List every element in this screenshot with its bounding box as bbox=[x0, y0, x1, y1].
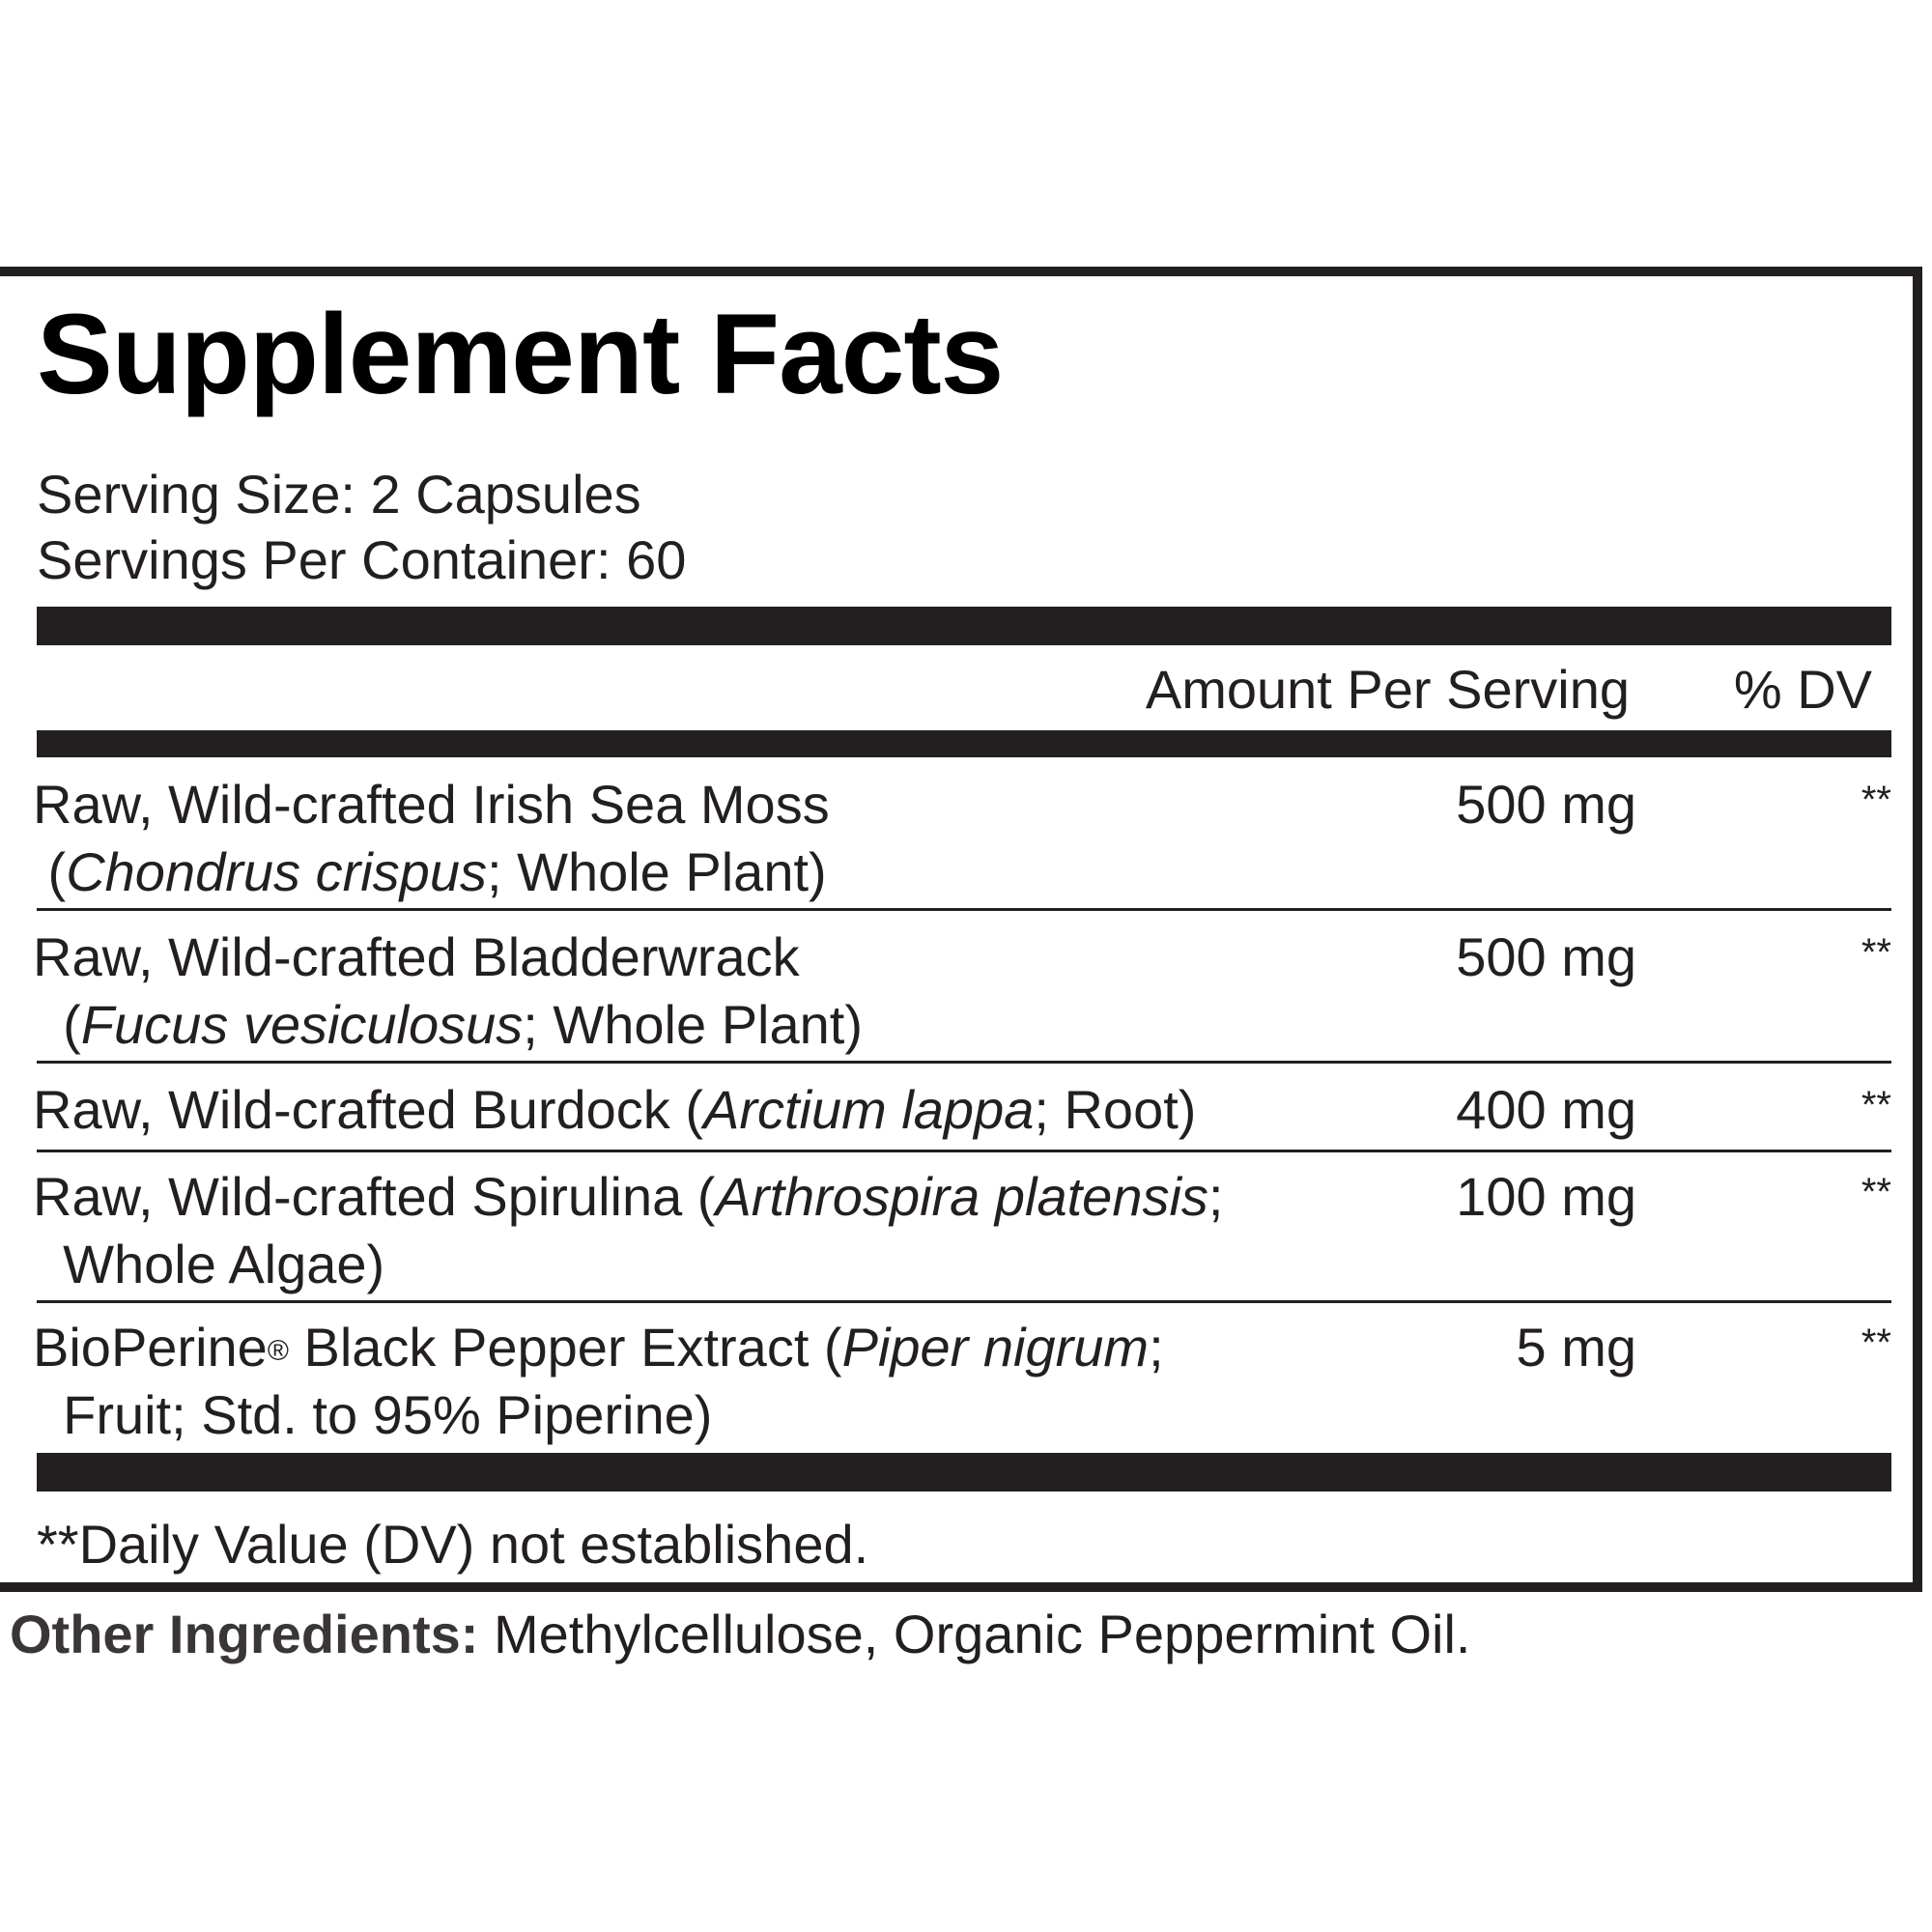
amount-per-serving-header: Amount Per Serving bbox=[1145, 659, 1630, 720]
ingredient-name: Raw, Wild-crafted Spirulina (Arthrospira platensis; Whole Algae) bbox=[33, 1166, 1224, 1294]
other-ingredients bbox=[10, 1604, 1471, 1664]
ingredient-dv: ** bbox=[1861, 779, 1891, 821]
servings-per-container: Servings Per Container: 60 bbox=[37, 529, 687, 590]
ingredient-dv: ** bbox=[1861, 1084, 1891, 1126]
ingredient-amount: 500 mg bbox=[1456, 774, 1636, 835]
supplement-facts-panel bbox=[0, 267, 1922, 1592]
ingredient-amount: 400 mg bbox=[1456, 1079, 1636, 1140]
row-divider bbox=[37, 1300, 1891, 1303]
thick-divider-header bbox=[37, 730, 1891, 757]
ingredient-name: Raw, Wild-crafted Burdock (Arctium lappa; Root) bbox=[33, 1079, 1197, 1140]
row-divider bbox=[37, 908, 1891, 911]
ingredient-dv: ** bbox=[1861, 1321, 1891, 1364]
ingredient-name: Raw, Wild-crafted Irish Sea Moss (Chondrus crispus; Whole Plant) bbox=[33, 774, 830, 902]
other-ingredients-text: Methylcellulose, Organic Peppermint Oil. bbox=[478, 1604, 1471, 1664]
ingredient-dv: ** bbox=[1861, 1171, 1891, 1213]
ingredient-amount: 100 mg bbox=[1456, 1166, 1636, 1227]
row-divider bbox=[37, 1061, 1891, 1064]
thick-divider-bottom bbox=[37, 1453, 1891, 1492]
dv-header: % DV bbox=[1733, 659, 1872, 720]
dv-footnote: **Daily Value (DV) not established. bbox=[37, 1514, 869, 1575]
serving-size: Serving Size: 2 Capsules bbox=[37, 464, 641, 525]
ingredient-amount: 5 mg bbox=[1516, 1317, 1636, 1378]
ingredient-dv: ** bbox=[1861, 931, 1891, 974]
ingredient-amount: 500 mg bbox=[1456, 926, 1636, 987]
ingredient-name: Raw, Wild-crafted Bladderwrack (Fucus vesiculosus; Whole Plant) bbox=[33, 926, 863, 1055]
ingredient-name: BioPerine® Black Pepper Extract (Piper nigrum; Fruit; Std. to 95% Piperine) bbox=[33, 1317, 1164, 1445]
thick-divider-top bbox=[37, 607, 1891, 645]
row-divider bbox=[37, 1150, 1891, 1152]
other-ingredients-label: Other Ingredients: bbox=[10, 1604, 479, 1664]
panel-title: Supplement Facts bbox=[37, 291, 1004, 418]
